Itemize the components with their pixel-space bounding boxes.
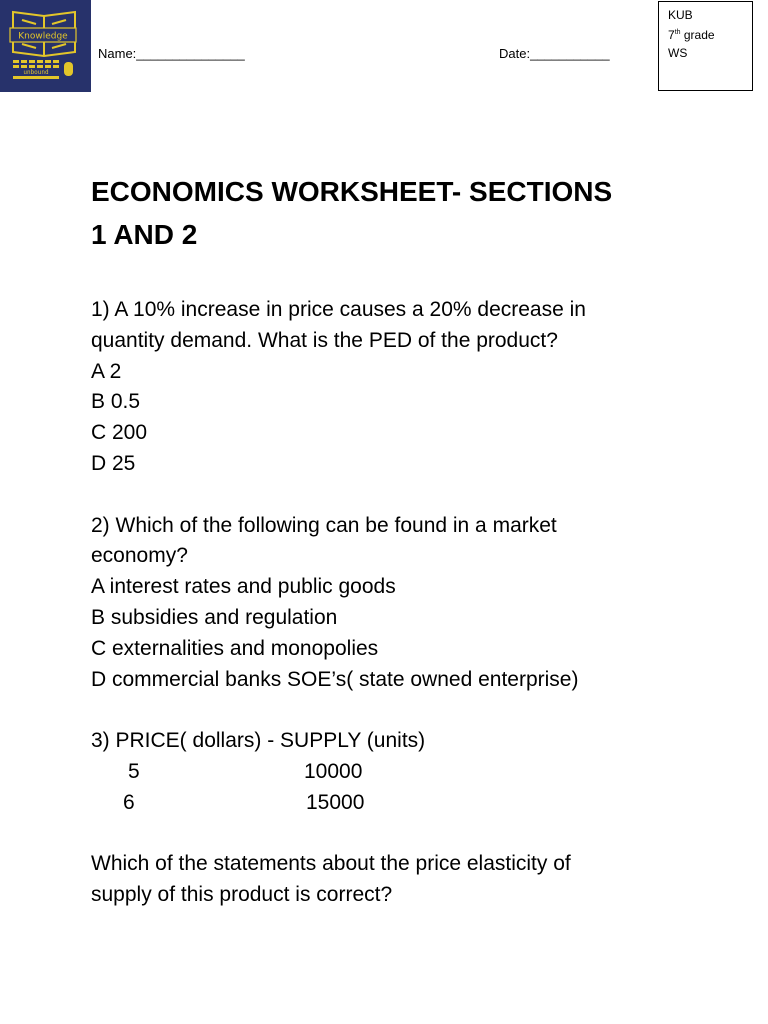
- question-prompt-line: quantity demand. What is the PED of the product?: [91, 328, 558, 352]
- question-prompt-line: 3) PRICE( dollars) - SUPPLY (units): [91, 729, 426, 753]
- supply-value: 15000: [306, 790, 365, 814]
- spacer: [91, 480, 691, 511]
- question-3: [91, 726, 691, 911]
- answer-option-d: D 25: [91, 451, 136, 475]
- price-value: 6: [123, 790, 135, 814]
- question-2: [91, 511, 691, 696]
- answer-option-c: C externalities and monopolies: [91, 636, 379, 660]
- question-1: [91, 295, 691, 480]
- school-code: KUB: [668, 8, 693, 22]
- answer-option-a: A interest rates and public goods: [91, 575, 396, 599]
- spacer: [91, 819, 691, 850]
- logo-subtext: unbound: [23, 69, 49, 76]
- title-line-1: ECONOMICS WORKSHEET- SECTIONS: [91, 176, 613, 207]
- worksheet-code: WS: [668, 46, 688, 60]
- logo-text: Knowledge: [18, 31, 68, 42]
- price-supply-row: [91, 757, 691, 788]
- grade-number: 7: [668, 28, 675, 42]
- question-followup-line: supply of this product is correct?: [91, 883, 393, 907]
- worksheet-title: [91, 170, 691, 256]
- question-followup-line: Which of the statements about the price elasticity of: [91, 852, 571, 876]
- grade-line: [668, 24, 752, 44]
- knowledge-unbound-logo: [0, 0, 91, 92]
- answer-option-b: B subsidies and regulation: [91, 605, 338, 629]
- spacer: [91, 695, 691, 726]
- supply-value: 10000: [304, 759, 363, 783]
- question-prompt-line: 1) A 10% increase in price causes a 20% decrease in: [91, 298, 586, 321]
- question-list: [91, 295, 691, 911]
- answer-option-b: B 0.5: [91, 390, 141, 414]
- grade-word: grade: [683, 28, 715, 42]
- class-info-box: [658, 1, 753, 91]
- title-line-2: 1 AND 2: [91, 219, 198, 250]
- price-supply-row: [91, 788, 691, 819]
- question-prompt-line: economy?: [91, 544, 188, 568]
- answer-option-d: D commercial banks SOE’s( state owned enterprise): [91, 667, 579, 691]
- question-prompt-line: 2) Which of the following can be found in a market: [91, 513, 557, 537]
- answer-option-a: A 2: [91, 359, 122, 383]
- price-value: 5: [128, 759, 140, 783]
- answer-option-c: C 200: [91, 421, 148, 445]
- name-field: Name:_______________: [98, 46, 245, 61]
- date-field: Date:___________: [499, 46, 610, 61]
- grade-suffix: th: [674, 29, 681, 36]
